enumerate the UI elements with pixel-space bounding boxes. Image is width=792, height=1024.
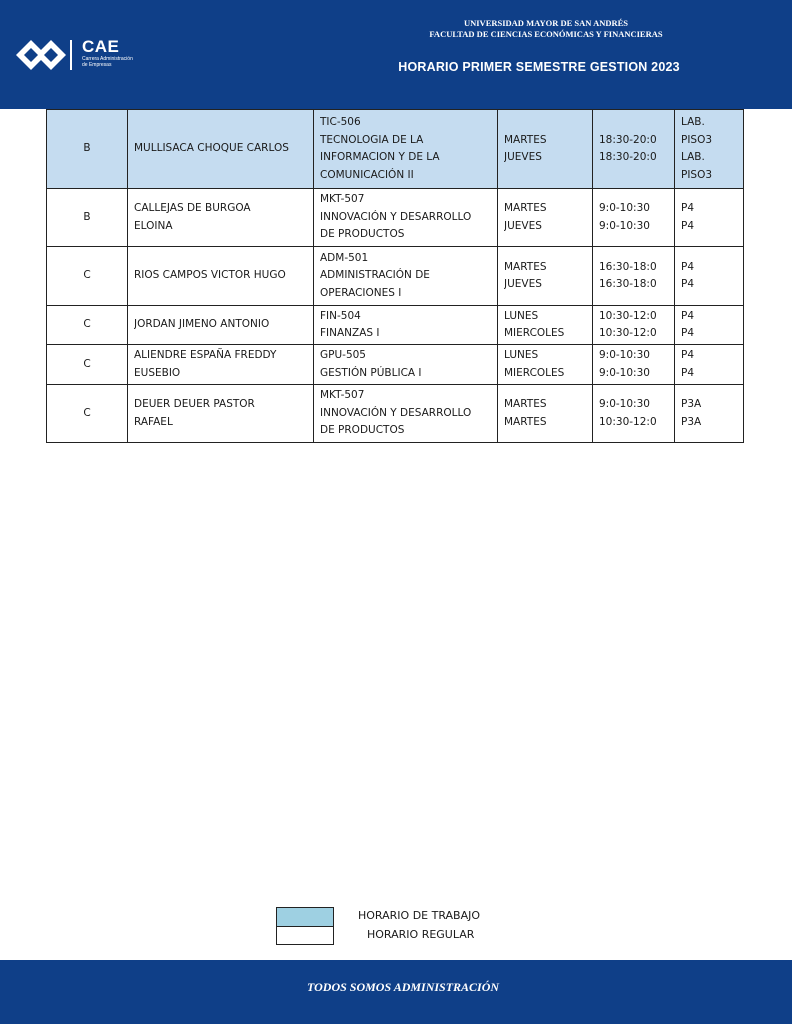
days-cell-line: MARTES	[504, 415, 547, 428]
times-cell-line: 18:30-20:0	[599, 133, 657, 146]
course-cell-line: DE PRODUCTOS	[320, 228, 405, 241]
days-cell	[498, 110, 593, 189]
times-cell	[593, 345, 675, 385]
page-footer	[0, 960, 792, 1024]
course-cell	[314, 110, 498, 189]
logo-subtitle-line: de Empresas	[82, 61, 112, 68]
footer-motto: TODOS SOMOS ADMINISTRACIÓN	[307, 980, 500, 994]
days-cell-line: MARTES	[504, 202, 547, 214]
schedule-row	[47, 189, 744, 247]
room-cell	[675, 385, 744, 443]
room-cell	[675, 247, 744, 306]
group-cell: B	[47, 110, 128, 189]
teacher-cell-line: JORDAN JIMENO ANTONIO	[134, 318, 270, 331]
course-cell	[314, 189, 498, 247]
schedule-row	[47, 385, 744, 443]
legend-regular-swatch	[276, 926, 334, 945]
course-cell-line: DE PRODUCTOS	[320, 424, 405, 437]
group-cell: C	[47, 345, 128, 385]
times-cell-line: 16:30-18:0	[599, 278, 657, 290]
days-cell-line: MARTES	[504, 398, 547, 410]
teacher-cell	[128, 247, 314, 306]
cae-logo	[16, 38, 146, 74]
schedule-row	[47, 110, 744, 189]
times-cell	[593, 110, 675, 189]
times-cell	[593, 189, 675, 247]
days-cell-line: JUEVES	[504, 151, 542, 163]
times-cell-line: 9:0-10:30	[599, 349, 650, 361]
course-cell-line: MKT-507	[320, 193, 365, 206]
course-cell-line: TECNOLOGIA DE LA	[320, 133, 424, 146]
university-name: UNIVERSIDAD MAYOR DE SAN ANDRÉS	[463, 18, 629, 28]
times-cell-line: 16:30-18:0	[599, 260, 657, 273]
teacher-cell-line: MULLISACA CHOQUE CARLOS	[134, 142, 289, 155]
days-cell	[498, 385, 593, 443]
days-cell-line: MIERCOLES	[504, 366, 565, 379]
room-cell-line: P4	[681, 219, 695, 232]
course-cell	[314, 345, 498, 385]
course-cell-line: OPERACIONES I	[320, 286, 402, 299]
room-cell	[675, 189, 744, 247]
logo-subtitle	[82, 57, 152, 68]
room-cell-line: PISO3	[681, 133, 713, 146]
logo-text: CAE	[82, 37, 120, 56]
room-cell-line: P4	[681, 309, 695, 322]
room-cell-line: P4	[681, 202, 695, 214]
page-title: HORARIO PRIMER SEMESTRE GESTION 2023	[398, 60, 680, 74]
page-header	[0, 0, 792, 109]
days-cell-line: LUNES	[504, 309, 539, 322]
course-cell-line: GESTIÓN PÚBLICA I	[320, 366, 422, 379]
teacher-cell-line: ALIENDRE ESPAÑA FREDDY	[134, 349, 277, 361]
room-cell	[675, 345, 744, 385]
teacher-cell	[128, 110, 314, 189]
course-cell-line: COMUNICACIÓN II	[320, 168, 414, 181]
days-cell-line: JUEVES	[504, 278, 542, 290]
room-cell	[675, 110, 744, 189]
teacher-cell	[128, 385, 314, 443]
teacher-cell	[128, 189, 314, 247]
course-cell	[314, 306, 498, 345]
days-cell-line: LUNES	[504, 349, 539, 361]
schedule-table	[46, 109, 744, 443]
times-cell-line: 9:0-10:30	[599, 366, 650, 379]
schedule-row	[47, 247, 744, 306]
times-cell-line: 9:0-10:30	[599, 398, 650, 410]
days-cell	[498, 189, 593, 247]
times-cell-line: 9:0-10:30	[599, 219, 650, 232]
times-cell	[593, 306, 675, 345]
course-cell	[314, 385, 498, 443]
course-cell-line: ADMINISTRACIÓN DE	[320, 269, 430, 282]
legend-regular-label: HORARIO REGULAR	[367, 928, 475, 941]
cae-logo-mark-icon	[16, 38, 78, 72]
room-cell	[675, 306, 744, 345]
room-cell-line: P4	[681, 278, 695, 290]
room-cell-line: P4	[681, 327, 695, 339]
course-cell-line: MKT-507	[320, 389, 365, 402]
teacher-cell-line: EUSEBIO	[134, 366, 181, 379]
times-cell-line: 10:30-12:0	[599, 415, 657, 428]
teacher-cell	[128, 345, 314, 385]
room-cell-line: LAB.	[681, 116, 705, 128]
group-cell: C	[47, 306, 128, 345]
legend-work-swatch	[276, 907, 334, 927]
group-cell: C	[47, 247, 128, 306]
times-cell-line: 18:30-20:0	[599, 151, 657, 163]
room-cell-line: P4	[681, 366, 695, 379]
course-cell-line: GPU-505	[320, 349, 366, 361]
teacher-cell-line: DEUER DEUER PASTOR	[134, 398, 255, 410]
room-cell-line: P3A	[681, 398, 702, 410]
room-cell-line: P3A	[681, 415, 702, 428]
times-cell-line: 10:30-12:0	[599, 309, 657, 322]
days-cell	[498, 345, 593, 385]
times-cell	[593, 247, 675, 306]
room-cell-line: PISO3	[681, 168, 713, 181]
room-cell-line: P4	[681, 260, 695, 273]
group-cell: C	[47, 385, 128, 443]
logo-subtitle-line: Carrera Administración	[82, 56, 133, 62]
teacher-cell	[128, 306, 314, 345]
course-cell-line: INNOVACIÓN Y DESARROLLO	[320, 210, 472, 223]
group-cell: B	[47, 189, 128, 247]
teacher-cell-line: ELOINA	[134, 219, 173, 232]
course-cell	[314, 247, 498, 306]
schedule-row	[47, 345, 744, 385]
schedule-body	[47, 110, 744, 443]
days-cell-line: MARTES	[504, 260, 547, 273]
course-cell-line: FIN-504	[320, 309, 361, 322]
times-cell-line: 9:0-10:30	[599, 202, 650, 214]
legend-work-label: HORARIO DE TRABAJO	[358, 909, 481, 922]
days-cell-line: MIERCOLES	[504, 327, 565, 339]
room-cell-line: P4	[681, 349, 695, 361]
teacher-cell-line: CALLEJAS DE BURGOA	[134, 202, 251, 214]
times-cell	[593, 385, 675, 443]
days-cell-line: MARTES	[504, 133, 547, 146]
room-cell-line: LAB.	[681, 151, 705, 163]
schedule-row	[47, 306, 744, 345]
days-cell	[498, 247, 593, 306]
course-cell-line: INFORMACION Y DE LA	[320, 151, 440, 163]
days-cell-line: JUEVES	[504, 219, 542, 232]
times-cell-line: 10:30-12:0	[599, 327, 657, 339]
faculty-name: FACULTAD DE CIENCIAS ECONÓMICAS Y FINANCIERAS	[429, 29, 663, 39]
course-cell-line: TIC-506	[320, 116, 361, 128]
teacher-cell-line: RIOS CAMPOS VICTOR HUGO	[134, 269, 286, 282]
days-cell	[498, 306, 593, 345]
course-cell-line: FINANZAS I	[320, 327, 380, 339]
teacher-cell-line: RAFAEL	[134, 415, 173, 428]
course-cell-line: ADM-501	[320, 251, 369, 264]
course-cell-line: INNOVACIÓN Y DESARROLLO	[320, 406, 472, 419]
